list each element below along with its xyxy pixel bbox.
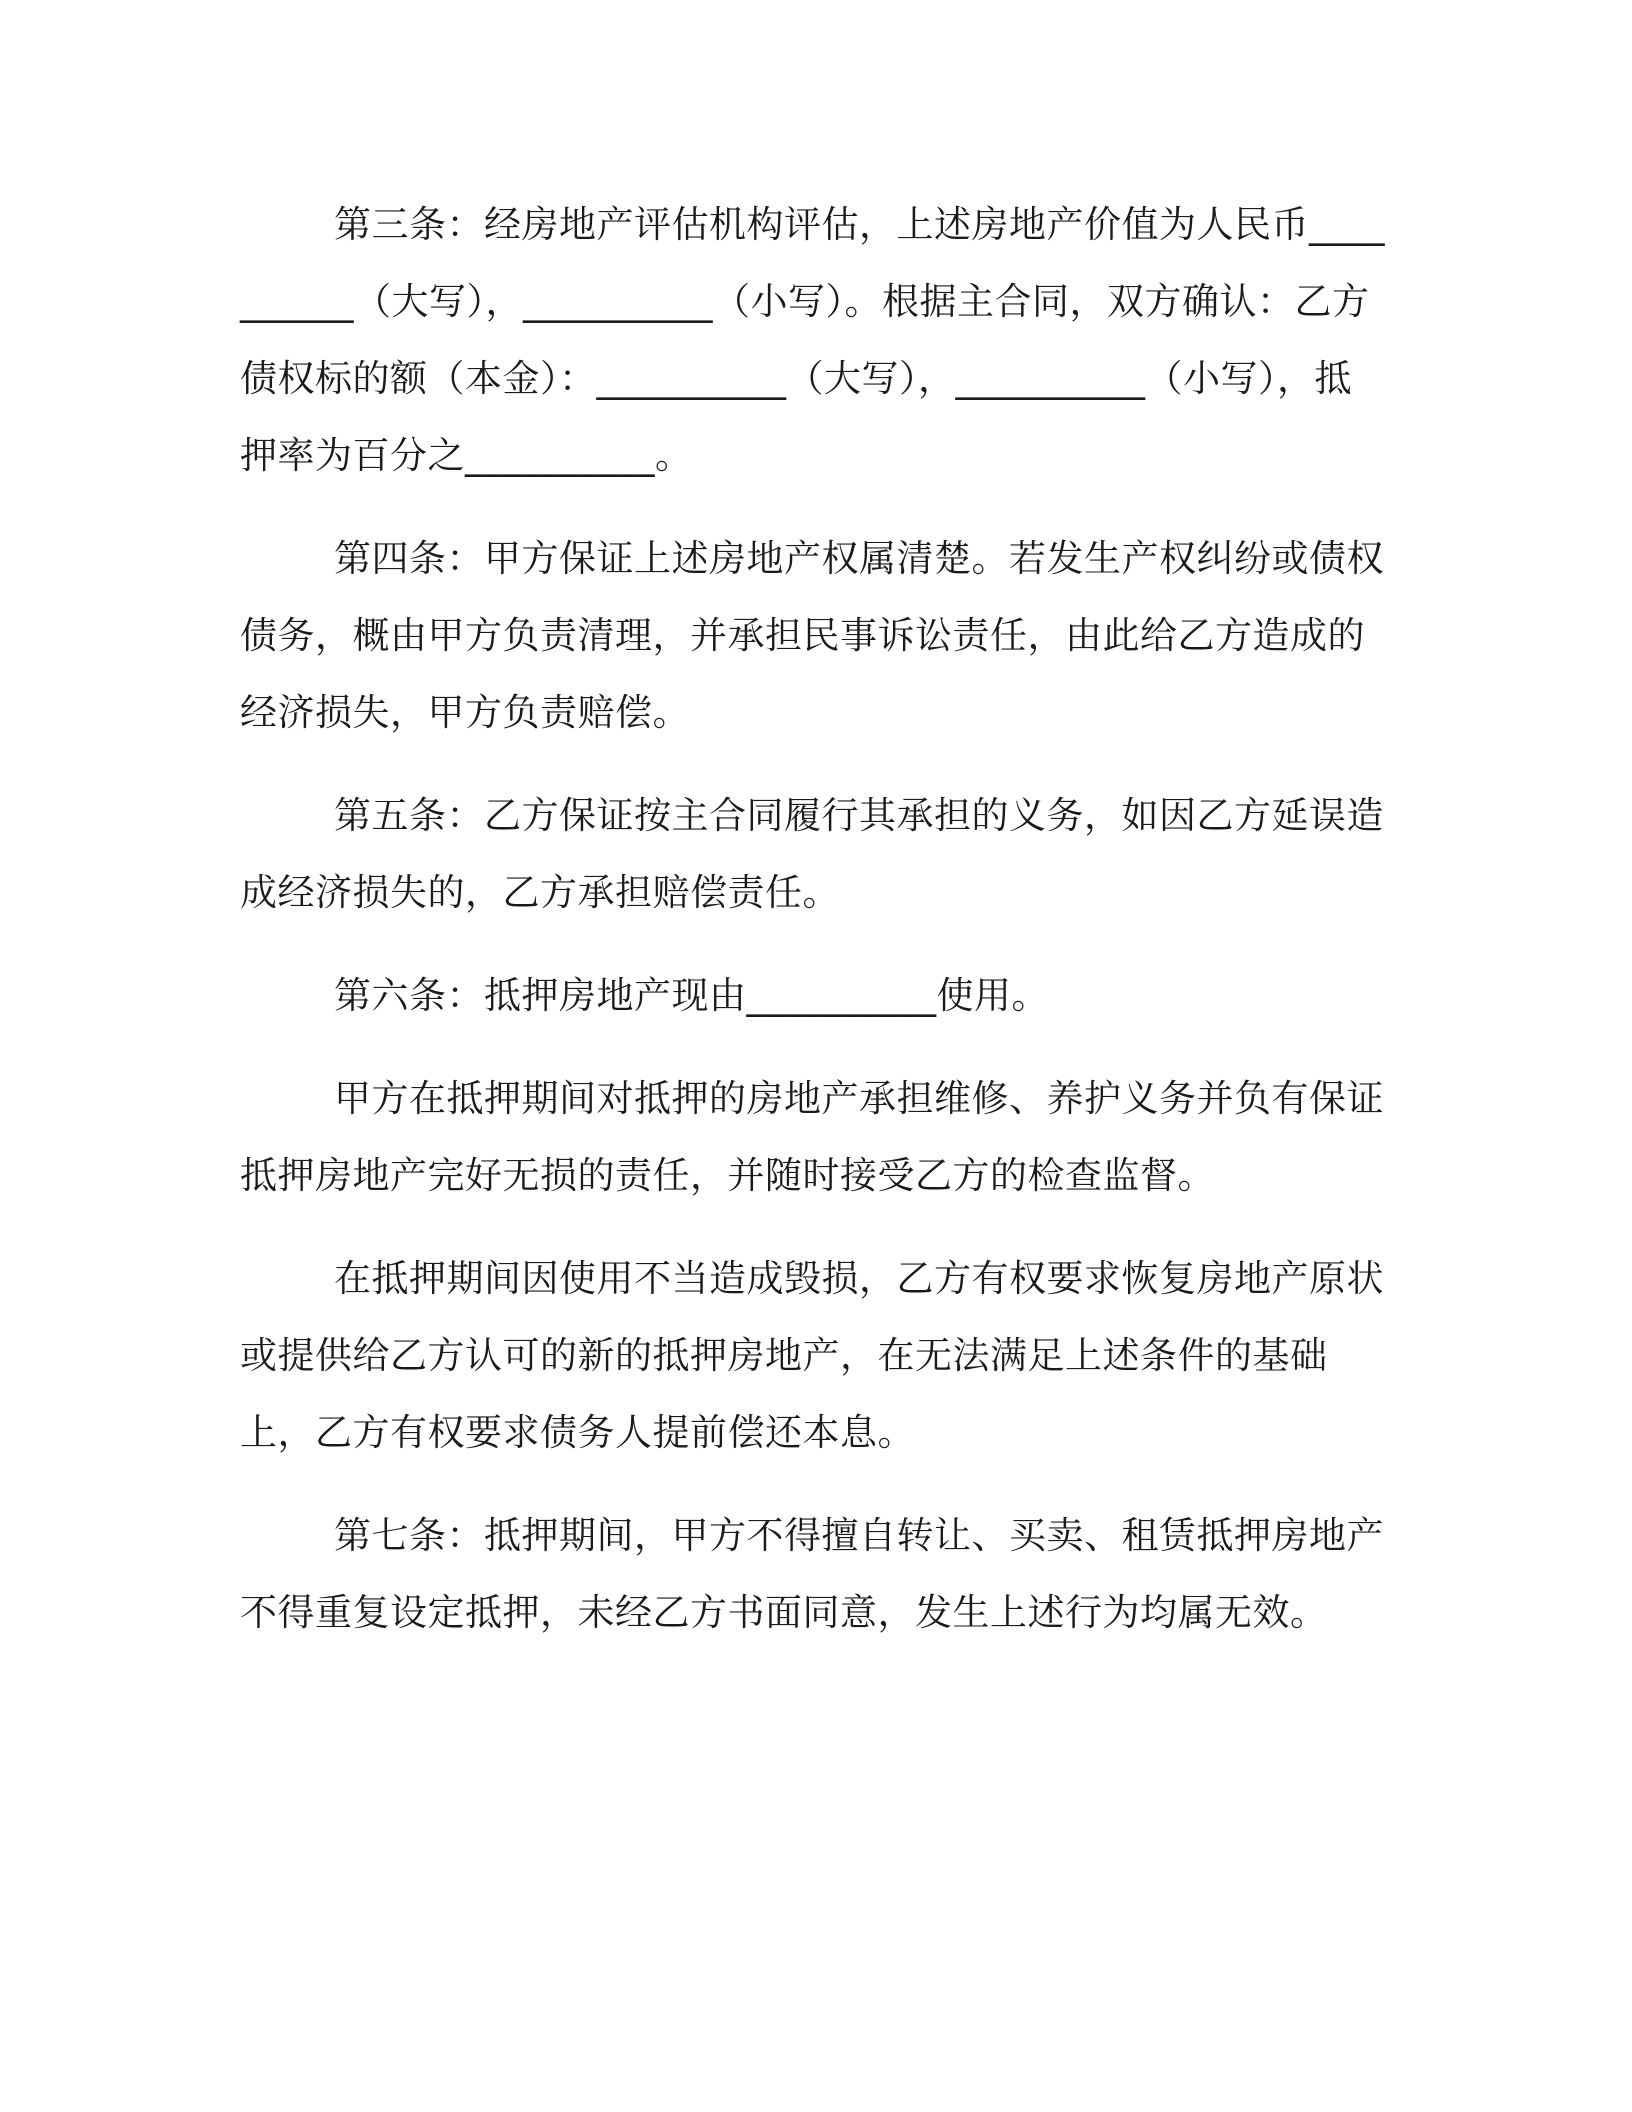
- paragraph-spacer: [240, 931, 1388, 957]
- paragraph-spacer: [240, 1214, 1388, 1240]
- damage-paragraph: 在抵押期间因使用不当造成毁损，乙方有权要求恢复房地产原状或提供给乙方认可的新的抵押房地产，在无法满足上述条件的基础上，乙方有权要求债务人提前偿还本息。: [240, 1257, 1384, 1454]
- paragraph-spacer: [240, 1034, 1388, 1060]
- paragraph-spacer: [240, 494, 1388, 520]
- paragraph-spacer: [240, 1471, 1388, 1497]
- document-body: [240, 186, 1388, 1651]
- clause-3-paragraph: 第三条：经房地产评估机构评估，上述房地产价值为人民币__________（大写），__________（小写）。根据主合同，双方确认：乙方债权标的额（本金）：__________（大写），__________（小写），抵押率为百分之__________。: [240, 203, 1385, 477]
- clause-7-paragraph: 第七条：抵押期间，甲方不得擅自转让、买卖、租赁抵押房地产不得重复设定抵押，未经乙方书面同意，发生上述行为均属无效。: [240, 1514, 1384, 1634]
- paragraph-spacer: [240, 751, 1388, 777]
- maintenance-paragraph: 甲方在抵押期间对抵押的房地产承担维修、养护义务并负有保证抵押房地产完好无损的责任，并随时接受乙方的检查监督。: [240, 1077, 1384, 1197]
- clause-5-paragraph: 第五条：乙方保证按主合同履行其承担的义务，如因乙方延误造成经济损失的，乙方承担赔偿责任。: [240, 794, 1384, 914]
- clause-6-paragraph: 第六条：抵押房地产现由__________使用。: [334, 974, 1049, 1017]
- clause-4-paragraph: 第四条：甲方保证上述房地产权属清楚。若发生产权纠纷或债权债务，概由甲方负责清理，并承担民事诉讼责任，由此给乙方造成的经济损失，甲方负责赔偿。: [240, 537, 1384, 734]
